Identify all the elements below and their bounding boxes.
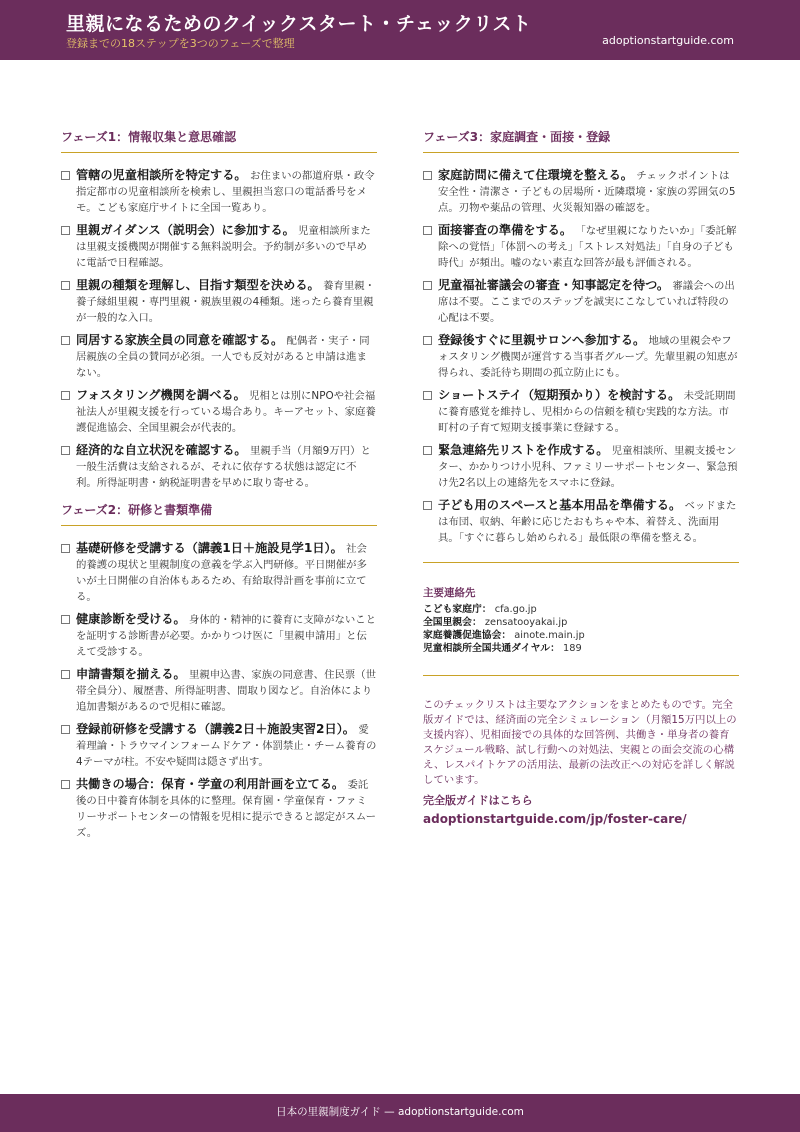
- item-body: 愛着理論・トラウマインフォームドケア・体罰禁止・チーム養育の4テーマが柱。不安や疑問は隠さず出す。: [76, 724, 377, 768]
- item-body: 未受託期間に養育感覚を維持し、児相からの信頼を積む実践的な方法。市町村の子育て短期支援事業に登録する。: [438, 390, 736, 434]
- checkbox-icon[interactable]: [61, 725, 70, 734]
- item-body: 里親申込書、家族の同意書、住民票（世帯全員分）、履歴書、所得証明書、間取り図など。自治体により追加書類があるので児相に確認。: [76, 669, 377, 713]
- checklist-item: [61, 540, 377, 605]
- checkbox-icon[interactable]: [423, 281, 432, 290]
- checklist-item: [61, 387, 377, 436]
- item-body: ベッドまたは布団、収納、年齢に応じたおもちゃや本、着替え、洗面用具。「すぐに暮らし始められる」最低限の準備を整える。: [438, 500, 737, 544]
- contacts-section: [423, 585, 739, 655]
- checkbox-icon[interactable]: [61, 780, 70, 789]
- item-body: 里親手当（月額9万円）と一般生活費は支給されるが、それに依存する状態は認定に不利。所得証明書・納税証明書を早めに取り寄せる。: [76, 445, 371, 489]
- item-body: 養育里親・養子縁組里親・専門里親・親族里親の4種類。迷ったら養育里親が一般的な入口。: [76, 280, 376, 324]
- checkbox-icon[interactable]: [61, 171, 70, 180]
- checklist-item: [423, 167, 739, 216]
- contact-row: [423, 603, 739, 616]
- phase1-heading: フェーズ1：情報収集と意思確認: [61, 128, 377, 153]
- divider: [423, 562, 739, 563]
- checkbox-icon[interactable]: [423, 446, 432, 455]
- phase2-heading: フェーズ2：研修と書類準備: [61, 501, 377, 526]
- checklist-item: [423, 442, 739, 491]
- item-body: 社会的養護の現状と里親制度の意義を学ぶ入門研修。平日開催が多いが土日開催の自治体もあるため、有給取得計画を事前に立てる。: [76, 543, 367, 603]
- item-body: 児童相談所または里親支援機関が開催する無料説明会。予約制が多いので早めに電話で日程確認。: [76, 225, 371, 269]
- item-body: 地域の里親会やフォスタリング機関が運営する当事者グループ。先輩里親の知恵が得られ、委託待ち期間の孤立防止にも。: [438, 335, 738, 379]
- checklist-item: [423, 497, 739, 546]
- checkbox-icon[interactable]: [61, 391, 70, 400]
- item-title: 管轄の児童相談所を特定する。: [76, 168, 247, 182]
- site-url[interactable]: adoptionstartguide.com: [602, 34, 734, 47]
- checklist-item: [423, 387, 739, 436]
- item-title: 登録前研修を受講する（講義2日＋施設実習2日）。: [76, 722, 355, 736]
- contact-value: 189: [563, 643, 582, 654]
- item-body: 児相とは別にNPOや社会福祉法人が里親支援を行っている場合あり。キーアセット、家庭養護促進協会、全国里親会が代表的。: [76, 390, 376, 434]
- guide-label: 完全版ガイドはこちら: [423, 794, 533, 807]
- contact-value[interactable]: cfa.go.jp: [494, 604, 537, 615]
- checklist-item: [61, 611, 377, 660]
- checkbox-icon[interactable]: [61, 670, 70, 679]
- contact-label: こども家庭庁：: [423, 604, 492, 615]
- checklist-item: [423, 222, 739, 271]
- item-title: 共働きの場合：保育・学童の利用計画を立てる。: [76, 777, 345, 791]
- checklist-item: [423, 332, 739, 381]
- item-title: 登録後すぐに里親サロンへ参加する。: [438, 333, 646, 347]
- phase3-heading: フェーズ3：家庭調査・面接・登録: [423, 128, 739, 153]
- item-title: 里親ガイダンス（説明会）に参加する。: [76, 223, 295, 237]
- item-body: お住まいの都道府県・政令指定都市の児童相談所を検索し、里親担当窓口の電話番号をメモ。こども家庭庁サイトに全国一覧あり。: [76, 170, 375, 214]
- contact-label: 児童相談所全国共通ダイヤル：: [423, 643, 560, 654]
- checklist-item: [61, 222, 377, 271]
- item-body: 児童相談所、里親支援センター、かかりつけ小児科、ファミリーサポートセンター、緊急預け先2名以上の連絡先をスマホに登録。: [438, 445, 738, 489]
- guide-note: [423, 698, 739, 826]
- checkbox-icon[interactable]: [61, 615, 70, 624]
- item-title: 同居する家族全員の同意を確認する。: [76, 333, 284, 347]
- item-title: 里親の種類を理解し、目指す類型を決める。: [76, 278, 320, 292]
- item-body: 委託後の日中養育体制を具体的に整理。保育園・学童保育・ファミリーサポートセンターの情報を児相に提示できると認定がスムーズ。: [76, 779, 377, 839]
- contact-value[interactable]: zensatooyakai.jp: [484, 617, 568, 628]
- note-text: このチェックリストは主要なアクションをまとめたものです。完全版ガイドでは、経済面の完全シミュレーション（月額15万円以上の支援内容）、児相面接での具体的な回答例、共働き・単身者の養育スケジュール戦略、試し行動への対処法、実親との面会交流の心構え、レスパイトケアの活用法、最新の法改正への対応を詳しく解説しています。: [423, 699, 737, 786]
- item-title: 申請書類を揃える。: [76, 667, 186, 681]
- checkbox-icon[interactable]: [61, 446, 70, 455]
- page-subtitle: 登録までの18ステップを3つのフェーズで整理: [66, 37, 295, 50]
- checklist-item: [423, 277, 739, 326]
- contact-label: 全国里親会：: [423, 617, 482, 628]
- checkbox-icon[interactable]: [61, 281, 70, 290]
- contact-value[interactable]: ainote.main.jp: [514, 630, 585, 641]
- checklist-item: [61, 666, 377, 715]
- checklist-item: [61, 277, 377, 326]
- page-title: 里親になるためのクイックスタート・チェックリスト: [66, 13, 532, 35]
- checkbox-icon[interactable]: [423, 171, 432, 180]
- divider: [423, 675, 739, 676]
- item-title: 児童福祉審議会の審査・知事認定を待つ。: [438, 278, 670, 292]
- checkbox-icon[interactable]: [61, 226, 70, 235]
- item-body: 配偶者・実子・同居親族の全員の賛同が必須。一人でも反対があると申請は進まない。: [76, 335, 370, 379]
- item-body: チェックポイントは安全性・清潔さ・子どもの居場所・近隣環境・家族の雰囲気の5点。刃物や薬品の管理、火災報知器の確認を。: [438, 170, 736, 214]
- item-title: フォスタリング機関を調べる。: [76, 388, 246, 402]
- checklist-item: [61, 442, 377, 491]
- item-title: 緊急連絡先リストを作成する。: [438, 443, 609, 457]
- checkbox-icon[interactable]: [423, 336, 432, 345]
- guide-link[interactable]: adoptionstartguide.com/jp/foster-care/: [423, 812, 687, 826]
- left-column: [61, 128, 377, 847]
- contact-row: [423, 629, 739, 642]
- item-body: 「なぜ里親になりたいか」「委託解除への覚悟」「体罰への考え」「ストレス対処法」「自身の子ども時代」が頻出。嘘のない素直な回答が最も評価される。: [438, 225, 737, 269]
- contacts-heading: 主要連絡先: [423, 587, 476, 599]
- checkbox-icon[interactable]: [423, 501, 432, 510]
- phase1-list: [61, 167, 377, 491]
- page-header: [0, 0, 800, 60]
- footer-text: 日本の里親制度ガイド — adoptionstartguide.com: [276, 1106, 524, 1118]
- checklist-item: [61, 776, 377, 841]
- checklist-item: [61, 721, 377, 770]
- checklist-item: [61, 167, 377, 216]
- item-title: 面接審査の準備をする。: [438, 223, 573, 237]
- phase3-list: [423, 167, 739, 546]
- contact-row: [423, 642, 739, 655]
- item-title: 家庭訪問に備えて住環境を整える。: [438, 168, 633, 182]
- item-title: 基礎研修を受講する（講義1日＋施設見学1日）。: [76, 541, 343, 555]
- contact-row: [423, 616, 739, 629]
- checkbox-icon[interactable]: [61, 336, 70, 345]
- phase2-list: [61, 540, 377, 841]
- checkbox-icon[interactable]: [423, 226, 432, 235]
- page-footer: [0, 1094, 800, 1132]
- checkbox-icon[interactable]: [423, 391, 432, 400]
- right-column: [423, 128, 739, 826]
- item-title: 健康診断を受ける。: [76, 612, 186, 626]
- item-title: 経済的な自立状況を確認する。: [76, 443, 247, 457]
- item-title: ショートステイ（短期預かり）を検討する。: [438, 388, 681, 402]
- item-body: 身体的・精神的に養育に支障がないことを証明する診断書が必要。かかりつけ医に「里親申請用」と伝えて受診する。: [76, 614, 377, 658]
- checkbox-icon[interactable]: [61, 544, 70, 553]
- item-title: 子ども用のスペースと基本用品を準備する。: [438, 498, 682, 512]
- checklist-item: [61, 332, 377, 381]
- contact-label: 家庭養護促進協会：: [423, 630, 512, 641]
- item-body: 審議会への出席は不要。ここまでのステップを誠実にこなしていれば特段の心配は不要。: [438, 280, 735, 324]
